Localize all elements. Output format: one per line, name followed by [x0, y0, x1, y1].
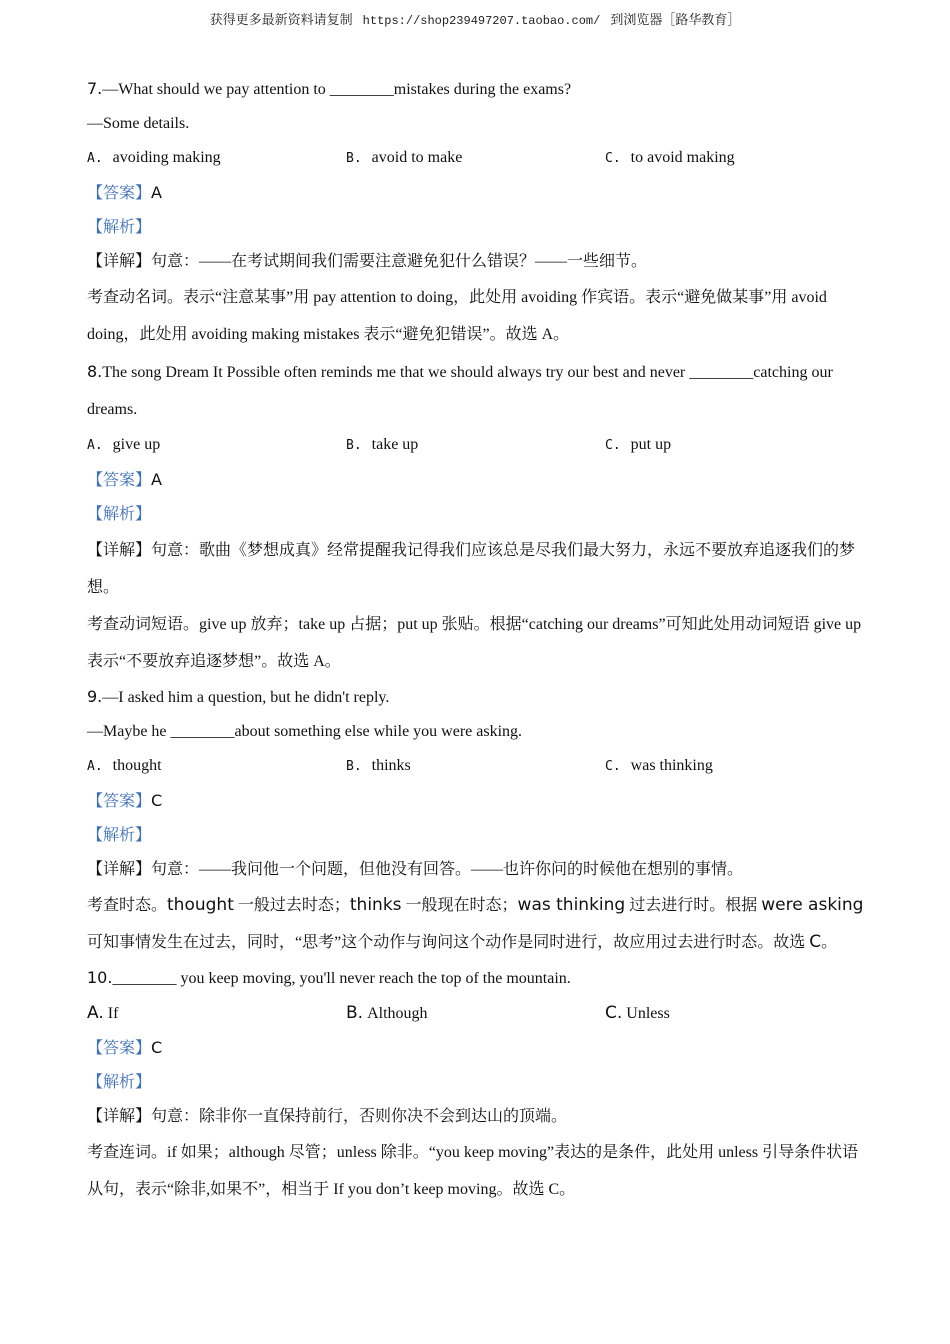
explanation: 考查动名词。表示“注意某事”用 pay attention to doing，此处用 avoiding 作宾语。表示“避免做某事”用 avoid doing，此处用 avoiding making mistakes 表示“避免犯错误”。故选 A。 — [87, 289, 827, 343]
options — [87, 141, 867, 176]
options — [87, 749, 867, 784]
options — [87, 428, 867, 463]
question-stem: The song Dream It Possible often reminds me that we should always try our best and never ________catching our dreams. — [87, 364, 833, 418]
analysis-tag: 【解析】 — [87, 506, 152, 523]
question-8 — [87, 353, 867, 680]
header-url[interactable]: https://shop239497207.taobao.com/ — [362, 14, 601, 28]
option-c: C. put up — [605, 436, 672, 453]
question-number: 9. — [87, 687, 103, 706]
option-c: C. Unless — [605, 1003, 670, 1023]
question-9 — [87, 680, 867, 961]
explanation: 考查连词。if 如果；although 尽管；unless 除非。“you keep moving”表达的是条件，此处用 unless 引导条件状语从句，表示“除非,如果不”，相当于 If you don’t keep moving。故选 C。 — [87, 1144, 859, 1198]
question-reply: —Maybe he ________about something else while you were asking. — [87, 723, 523, 740]
explanation: 考查动词短语。give up 放弃；take up 占据；put up 张贴。根据“catching our dreams”可知此处用动词短语 give up 表示“不要放弃追逐梦想”。故选 A。 — [87, 616, 862, 670]
question-stem: —I asked him a question, but he didn't reply. — [102, 689, 390, 706]
question-10 — [87, 961, 867, 1208]
option-b: B. Although — [346, 1003, 428, 1023]
option-a: A. thought — [87, 757, 162, 774]
detail-line: 【详解】句意：——我问他一个问题，但他没有回答。——也许你问的时候他在想别的事情。 — [87, 861, 744, 878]
option-a: A. give up — [87, 436, 161, 453]
question-stem-line — [87, 353, 867, 428]
option-a: A. If — [87, 1003, 119, 1023]
detail-line: 【详解】句意：——在考试期间我们需要注意避免犯什么错误？——一些细节。 — [87, 253, 648, 270]
options — [87, 996, 867, 1031]
detail-line: 【详解】句意：除非你一直保持前行，否则你决不会到达山的顶端。 — [87, 1108, 568, 1125]
question-number: 10. — [87, 968, 113, 987]
answer-line: 【答案】A — [87, 470, 162, 489]
analysis-tag: 【解析】 — [87, 827, 152, 844]
question-7 — [87, 72, 867, 353]
option-a: A. avoiding making — [87, 149, 221, 166]
explanation: 考查时态。thought 一般过去时态；thinks 一般现在时态；was thinking 过去进行时。根据 were asking 可知事情发生在过去，同时，“思考”这个动作与询问这个动作是同时进行，故应用过去进行时态。故选 C。 — [87, 895, 864, 952]
detail-line: 【详解】句意：歌曲《梦想成真》经常提醒我记得我们应该总是尽我们最大努力，永远不要放弃追逐我们的梦想。 — [87, 542, 856, 596]
question-number: 7. — [87, 79, 103, 98]
answer-line: 【答案】C — [87, 791, 163, 810]
question-stem: —What should we pay attention to ________mistakes during the exams? — [102, 81, 572, 98]
answer-line: 【答案】C — [87, 1038, 163, 1057]
page-header — [0, 9, 950, 28]
header-left-text: 获得更多最新资料请复制 — [209, 13, 353, 28]
option-c: C. to avoid making — [605, 149, 735, 166]
analysis-tag: 【解析】 — [87, 219, 152, 236]
option-b: B. take up — [346, 436, 419, 453]
question-reply: —Some details. — [87, 115, 190, 132]
answer-line: 【答案】A — [87, 183, 162, 202]
question-number: 8. — [87, 362, 103, 381]
option-b: B. thinks — [346, 757, 411, 774]
question-stem: ________ you keep moving, you'll never reach the top of the mountain. — [112, 970, 571, 987]
document-body — [87, 72, 867, 1208]
analysis-tag: 【解析】 — [87, 1074, 152, 1091]
option-c: C. was thinking — [605, 757, 713, 774]
header-right-text: 到浏览器［路华教育］ — [610, 13, 741, 28]
option-b: B. avoid to make — [346, 149, 463, 166]
